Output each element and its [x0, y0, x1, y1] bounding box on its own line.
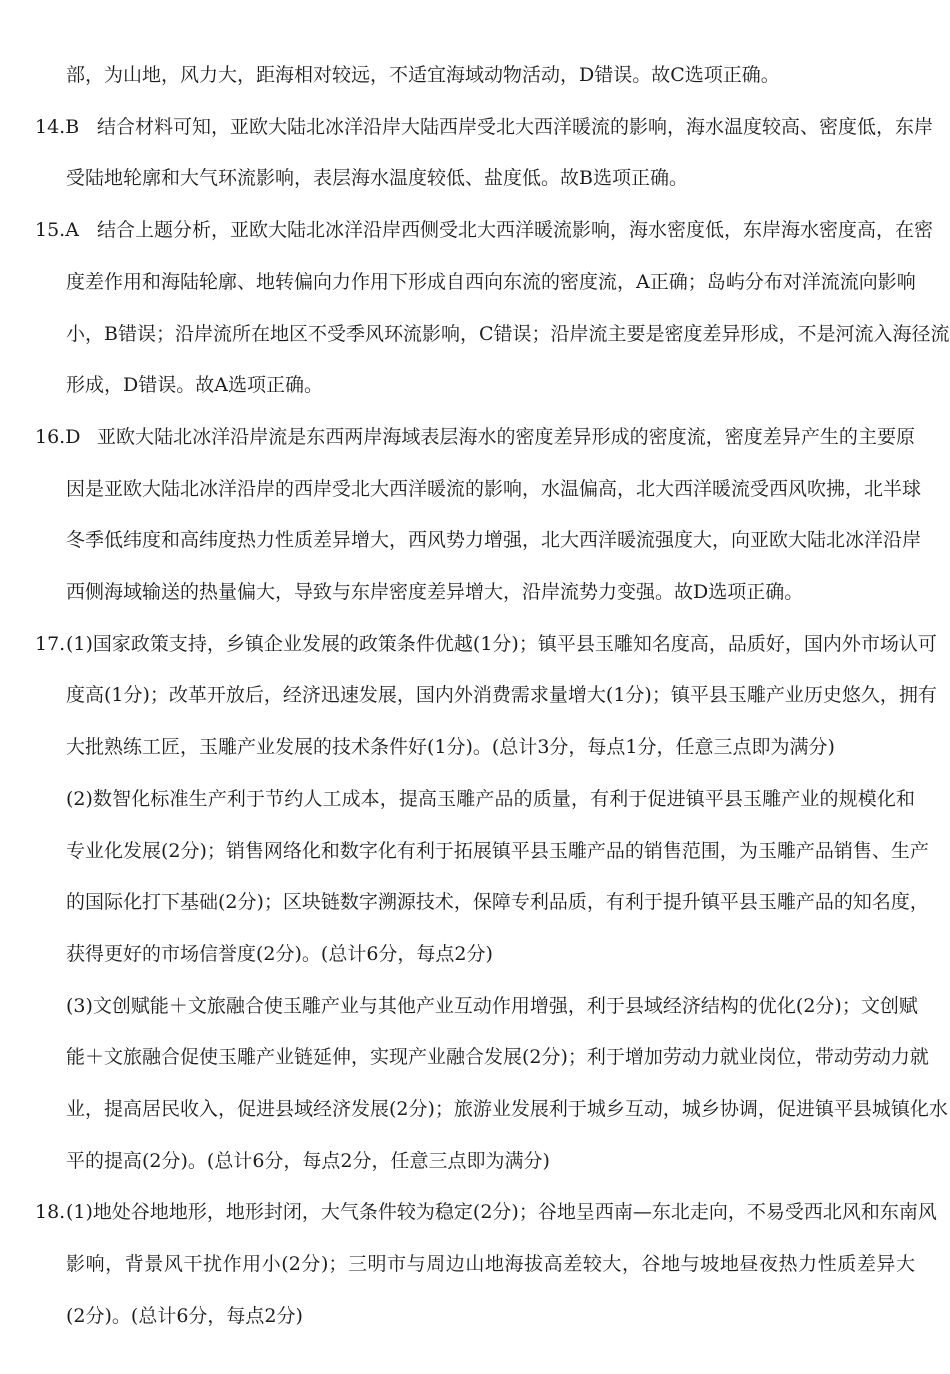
line-text: 小，B错误；沿岸流所在地区不受季风环流影响，C错误；沿岸流主要是密度差异形成，不是河流入海径流 [66, 322, 950, 345]
line-text: 度高(1分)；改革开放后，经济迅速发展，国内外消费需求量增大(1分)；镇平县玉雕产业历史悠久，拥有 [66, 684, 937, 707]
text-line [0, 1146, 950, 1176]
line-text: 因是亚欧大陆北冰洋沿岸的西岸受北大西洋暖流的影响，水温偏高，北大西洋暖流受西风吹拂，北半球 [66, 477, 922, 500]
text-line [0, 1094, 950, 1124]
text-line [0, 887, 950, 917]
line-text: 专业化发展(2分)；销售网络化和数字化有利于拓展镇平县玉雕产品的销售范围，为玉雕产品销售、生产 [66, 839, 929, 862]
line-text: 的国际化打下基础(2分)；区块链数字溯源技术，保障专利品质，有利于提升镇平县玉雕产品的知名度， [66, 891, 929, 914]
question-number: 18. [35, 1201, 66, 1224]
line-text: 能＋文旅融合促使玉雕产业链延伸，实现产业融合发展(2分)；利于增加劳动力就业岗位，带动劳动力就 [66, 1046, 929, 1069]
line-text: (3)文创赋能＋文旅融合使玉雕产业与其他产业互动作用增强，利于县域经济结构的优化(2分)；文创赋 [66, 994, 918, 1017]
line-text: 西侧海域输送的热量偏大，导致与东岸密度差异增大，沿岸流势力变强。故D选项正确。 [66, 581, 804, 603]
text-line [0, 577, 950, 607]
text-line [0, 215, 950, 245]
text-line [0, 1197, 950, 1227]
line-text: (1)国家政策支持，乡镇企业发展的政策条件优越(1分)；镇平县玉雕知名度高，品质好，国内外市场认可 [66, 632, 937, 655]
line-text: 大批熟练工匠，玉雕产业发展的技术条件好(1分)。(总计3分，每点1分，任意三点即为满分) [66, 736, 835, 759]
text-line [0, 422, 950, 452]
text-line [0, 784, 950, 814]
text-line [0, 370, 950, 400]
line-text: 平的提高(2分)。(总计6分，每点2分，任意三点即为满分) [66, 1149, 550, 1172]
line-text: (2分)。(总计6分，每点2分) [66, 1304, 303, 1327]
text-line [0, 629, 950, 659]
question-number: 16.D [35, 425, 81, 448]
question-number: 17. [35, 632, 66, 655]
line-text: (2)数智化标准生产利于节约人工成本，提高玉雕产品的质量，有利于促进镇平县玉雕产业的规模化和 [66, 787, 915, 810]
line-text: (1)地处谷地地形，地形封闭，大气条件较为稳定(2分)；谷地呈西南—东北走向，不易受西北风和东南风 [66, 1201, 937, 1224]
text-line [0, 680, 950, 710]
text-line [0, 112, 950, 142]
text-line [0, 267, 950, 297]
line-text: 冬季低纬度和高纬度热力性质差异增大，西风势力增强，北大西洋暖流强度大，向亚欧大陆北冰洋沿岸 [66, 529, 922, 552]
text-line [0, 1301, 950, 1331]
text-line [0, 474, 950, 504]
text-line [0, 939, 950, 969]
text-line [0, 732, 950, 762]
line-text: 结合上题分析，亚欧大陆北冰洋沿岸西侧受北大西洋暖流影响，海水密度低，东岸海水密度高，在密 [97, 219, 934, 242]
text-line [0, 1249, 950, 1279]
line-text: 形成，D错误。故A选项正确。 [66, 374, 323, 397]
question-number: 15.A [35, 219, 79, 242]
text-line [0, 60, 950, 90]
line-text: 亚欧大陆北冰洋沿岸流是东西两岸海域表层海水的密度差异形成的密度流，密度差异产生的主要原 [97, 425, 915, 448]
text-line [0, 319, 950, 349]
text-line [0, 525, 950, 555]
line-text: 影响，背景风干扰作用小(2分)；三明市与周边山地海拔高差较大，谷地与坡地昼夜热力性质差异大 [66, 1253, 915, 1276]
text-line [0, 836, 950, 866]
line-text: 度差作用和海陆轮廓、地转偏向力作用下形成自西向东流的密度流，A正确；岛屿分布对洋流流向影响 [66, 270, 916, 293]
text-line [0, 1042, 950, 1072]
line-text: 获得更好的市场信誉度(2分)。(总计6分，每点2分) [66, 942, 493, 965]
text-line [0, 163, 950, 193]
line-text: 业，提高居民收入，促进县域经济发展(2分)；旅游业发展利于城乡互动，城乡协调，促进镇平县城镇化水 [66, 1098, 948, 1120]
line-text: 结合材料可知，亚欧大陆北冰洋沿岸大陆西岸受北大西洋暖流的影响，海水温度较高、密度低，东岸 [97, 115, 934, 138]
line-text: 受陆地轮廓和大气环流影响，表层海水温度较低、盐度低。故B选项正确。 [66, 167, 688, 190]
line-text: 部，为山地，风力大，距海相对较远，不适宜海域动物活动，D错误。故C选项正确。 [66, 64, 780, 86]
text-line [0, 991, 950, 1021]
question-number: 14.B [35, 115, 80, 138]
